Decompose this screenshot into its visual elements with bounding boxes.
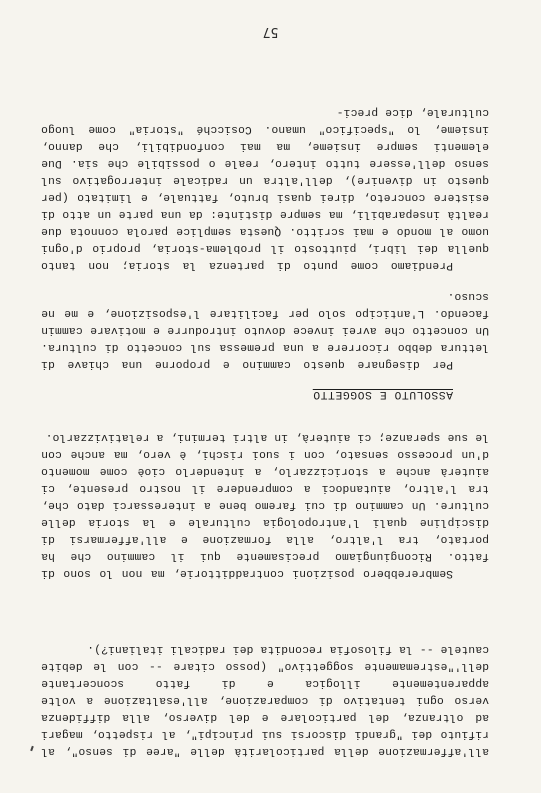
stray-ink-mark <box>30 746 34 751</box>
paragraph-continuation: all'affermazione della particolarità delle "aree di senso", al rifiuto dei "grandi discorsi sui principi", al rispetto, magari ad oltranza, del particolare e del diverso, alla diffidenza verso ogni tentativo di comparazione, all'esaltazione a volte apparentemente illogica e di fatto sconcertante dell'"estremamente soggettivo" (posso citare -- con le debite cautele -- la filosofia recondita dei radicali italiani?). <box>41 642 489 757</box>
paragraph: Prendiamo come punto di partenza la storia; non tanto quella dei libri, piuttosto il problema-storia, proprio d'ogni uomo al mondo e mai scritto. Questa semplice parola connota due realtà inseparabili, ma sempre distinte: da una parte un atto di esistere concreto, direi quasi bruto, fattuale, e limitato (per questo in divenire), dell'altra un radicale interrogativo sul senso dell'essere tutto intero, reale o possibile che sia. Due elementi sempre insieme, ma mai confondibili, che danno, insieme, lo "specifico" umano. Cosicché "storia" come luogo culturale, dice preci- <box>41 105 489 271</box>
paragraph: Sembrerebbero posizioni contraddittorie, ma non lo sono di fatto. Ricongiungiamo precisamente qui il cammino che ha portato, tra l'altro, alla formazione e all'affermarsi di discipline quali l'antropologia culturale e la storia delle culture. Un cammino di cui faremo bene a interessarci dato che, tra l'altro, aiutandoci a comprendere il nostro presente, ci aiuterà anche a storicizzarlo, a intenderlo cioè come momento d'un processo sensato, con i suoi rischi, è vero, ma anche con le sue speranze; ci aiuterà, in altri termini, a relativizzarlo. <box>41 430 489 579</box>
paragraph: Per disegnare questo cammino e proporne una chiave di lettura debbo ricorrere a una premessa sul concetto di cultura. Un concetto che avrei invece dovuto introdurre e motivare cammin facendo. L'anticipo solo per facilitare l'esposizione, e me ne scuso. <box>41 289 489 370</box>
section-heading: ASSOLUTO E SOGGETTO <box>312 388 453 400</box>
page-number: 57 <box>262 24 279 39</box>
